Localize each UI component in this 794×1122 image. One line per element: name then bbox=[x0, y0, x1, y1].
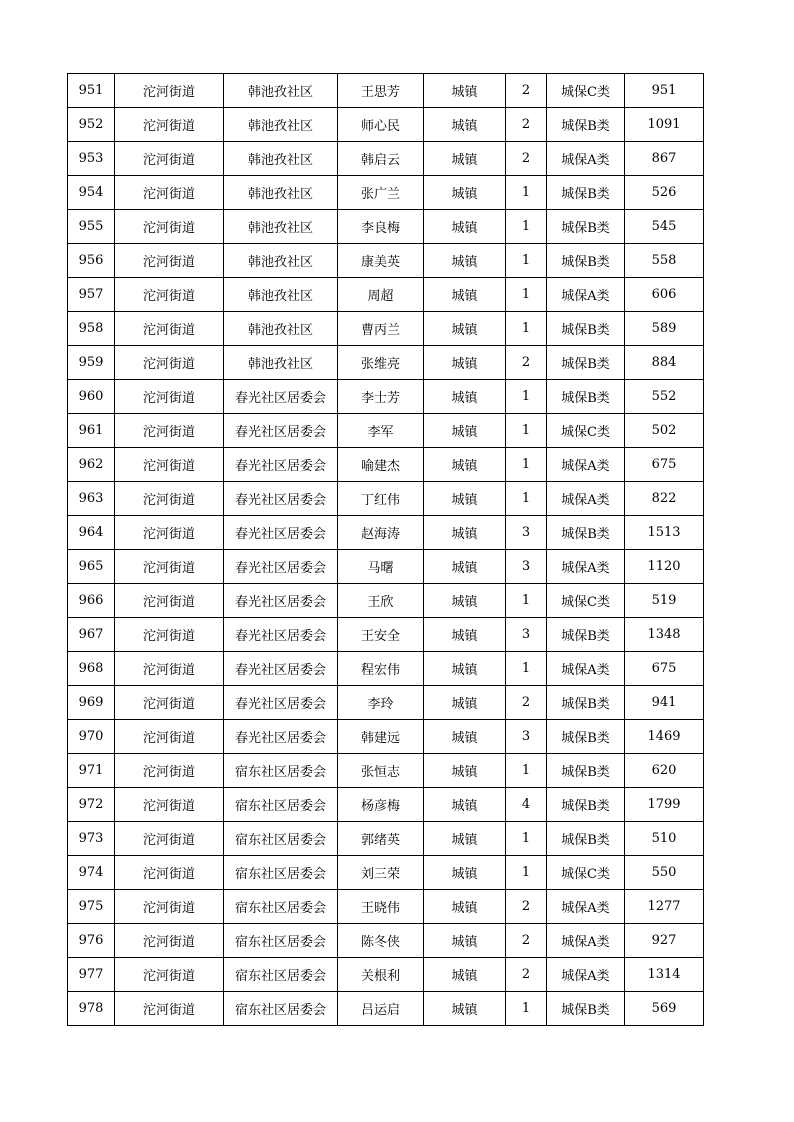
table-row bbox=[68, 482, 704, 516]
insurance-category-cell: 城保A类 bbox=[547, 278, 625, 312]
community-cell: 韩池孜社区 bbox=[224, 176, 338, 210]
insurance-category-cell: 城保B类 bbox=[547, 108, 625, 142]
table-row bbox=[68, 414, 704, 448]
insurance-category-cell: 城保B类 bbox=[547, 618, 625, 652]
insurance-category-cell: 城保C类 bbox=[547, 74, 625, 108]
name-cell: 杨彦梅 bbox=[338, 788, 424, 822]
name-cell: 张广兰 bbox=[338, 176, 424, 210]
subdistrict-cell: 沱河街道 bbox=[115, 176, 224, 210]
person-count-cell: 1 bbox=[506, 754, 547, 788]
community-cell: 宿东社区居委会 bbox=[224, 856, 338, 890]
row-number-cell: 973 bbox=[68, 822, 115, 856]
amount-cell: 545 bbox=[625, 210, 704, 244]
household-type-cell: 城镇 bbox=[424, 720, 506, 754]
subdistrict-cell: 沱河街道 bbox=[115, 278, 224, 312]
insurance-category-cell: 城保B类 bbox=[547, 992, 625, 1026]
household-type-cell: 城镇 bbox=[424, 992, 506, 1026]
data-table bbox=[67, 73, 704, 1026]
row-number-cell: 959 bbox=[68, 346, 115, 380]
subdistrict-cell: 沱河街道 bbox=[115, 686, 224, 720]
name-cell: 张维亮 bbox=[338, 346, 424, 380]
community-cell: 春光社区居委会 bbox=[224, 482, 338, 516]
community-cell: 韩池孜社区 bbox=[224, 244, 338, 278]
amount-cell: 606 bbox=[625, 278, 704, 312]
row-number-cell: 953 bbox=[68, 142, 115, 176]
person-count-cell: 1 bbox=[506, 244, 547, 278]
community-cell: 宿东社区居委会 bbox=[224, 754, 338, 788]
amount-cell: 526 bbox=[625, 176, 704, 210]
subdistrict-cell: 沱河街道 bbox=[115, 516, 224, 550]
person-count-cell: 1 bbox=[506, 414, 547, 448]
amount-cell: 1314 bbox=[625, 958, 704, 992]
subdistrict-cell: 沱河街道 bbox=[115, 720, 224, 754]
amount-cell: 550 bbox=[625, 856, 704, 890]
household-type-cell: 城镇 bbox=[424, 890, 506, 924]
insurance-category-cell: 城保C类 bbox=[547, 584, 625, 618]
table-row bbox=[68, 210, 704, 244]
community-cell: 韩池孜社区 bbox=[224, 346, 338, 380]
person-count-cell: 2 bbox=[506, 142, 547, 176]
household-type-cell: 城镇 bbox=[424, 482, 506, 516]
community-cell: 韩池孜社区 bbox=[224, 278, 338, 312]
name-cell: 喻建杰 bbox=[338, 448, 424, 482]
household-type-cell: 城镇 bbox=[424, 686, 506, 720]
insurance-category-cell: 城保B类 bbox=[547, 720, 625, 754]
household-type-cell: 城镇 bbox=[424, 958, 506, 992]
amount-cell: 941 bbox=[625, 686, 704, 720]
amount-cell: 927 bbox=[625, 924, 704, 958]
subdistrict-cell: 沱河街道 bbox=[115, 448, 224, 482]
insurance-category-cell: 城保B类 bbox=[547, 754, 625, 788]
insurance-category-cell: 城保B类 bbox=[547, 312, 625, 346]
table-row bbox=[68, 754, 704, 788]
name-cell: 王安全 bbox=[338, 618, 424, 652]
person-count-cell: 2 bbox=[506, 958, 547, 992]
amount-cell: 1120 bbox=[625, 550, 704, 584]
insurance-category-cell: 城保B类 bbox=[547, 686, 625, 720]
household-type-cell: 城镇 bbox=[424, 584, 506, 618]
row-number-cell: 968 bbox=[68, 652, 115, 686]
subdistrict-cell: 沱河街道 bbox=[115, 754, 224, 788]
person-count-cell: 3 bbox=[506, 720, 547, 754]
name-cell: 刘三荣 bbox=[338, 856, 424, 890]
person-count-cell: 2 bbox=[506, 346, 547, 380]
person-count-cell: 2 bbox=[506, 108, 547, 142]
name-cell: 王欣 bbox=[338, 584, 424, 618]
name-cell: 康美英 bbox=[338, 244, 424, 278]
table-body bbox=[68, 74, 704, 1026]
household-type-cell: 城镇 bbox=[424, 448, 506, 482]
person-count-cell: 1 bbox=[506, 210, 547, 244]
row-number-cell: 972 bbox=[68, 788, 115, 822]
amount-cell: 620 bbox=[625, 754, 704, 788]
table-row bbox=[68, 890, 704, 924]
community-cell: 春光社区居委会 bbox=[224, 516, 338, 550]
subdistrict-cell: 沱河街道 bbox=[115, 312, 224, 346]
table-row bbox=[68, 788, 704, 822]
name-cell: 赵海涛 bbox=[338, 516, 424, 550]
amount-cell: 867 bbox=[625, 142, 704, 176]
insurance-category-cell: 城保A类 bbox=[547, 550, 625, 584]
table-row bbox=[68, 176, 704, 210]
row-number-cell: 962 bbox=[68, 448, 115, 482]
row-number-cell: 977 bbox=[68, 958, 115, 992]
subdistrict-cell: 沱河街道 bbox=[115, 142, 224, 176]
row-number-cell: 963 bbox=[68, 482, 115, 516]
name-cell: 程宏伟 bbox=[338, 652, 424, 686]
person-count-cell: 1 bbox=[506, 448, 547, 482]
insurance-category-cell: 城保B类 bbox=[547, 244, 625, 278]
row-number-cell: 957 bbox=[68, 278, 115, 312]
amount-cell: 510 bbox=[625, 822, 704, 856]
name-cell: 李良梅 bbox=[338, 210, 424, 244]
table-row bbox=[68, 550, 704, 584]
community-cell: 宿东社区居委会 bbox=[224, 788, 338, 822]
household-type-cell: 城镇 bbox=[424, 312, 506, 346]
community-cell: 韩池孜社区 bbox=[224, 312, 338, 346]
table-row bbox=[68, 720, 704, 754]
amount-cell: 552 bbox=[625, 380, 704, 414]
amount-cell: 1348 bbox=[625, 618, 704, 652]
amount-cell: 1277 bbox=[625, 890, 704, 924]
household-type-cell: 城镇 bbox=[424, 346, 506, 380]
amount-cell: 558 bbox=[625, 244, 704, 278]
community-cell: 韩池孜社区 bbox=[224, 142, 338, 176]
insurance-category-cell: 城保B类 bbox=[547, 176, 625, 210]
amount-cell: 589 bbox=[625, 312, 704, 346]
table-row bbox=[68, 142, 704, 176]
person-count-cell: 1 bbox=[506, 380, 547, 414]
subdistrict-cell: 沱河街道 bbox=[115, 584, 224, 618]
household-type-cell: 城镇 bbox=[424, 210, 506, 244]
name-cell: 韩启云 bbox=[338, 142, 424, 176]
person-count-cell: 1 bbox=[506, 992, 547, 1026]
name-cell: 韩建远 bbox=[338, 720, 424, 754]
subdistrict-cell: 沱河街道 bbox=[115, 924, 224, 958]
subdistrict-cell: 沱河街道 bbox=[115, 550, 224, 584]
person-count-cell: 1 bbox=[506, 856, 547, 890]
row-number-cell: 978 bbox=[68, 992, 115, 1026]
table-row bbox=[68, 380, 704, 414]
name-cell: 马曙 bbox=[338, 550, 424, 584]
insurance-category-cell: 城保A类 bbox=[547, 448, 625, 482]
subdistrict-cell: 沱河街道 bbox=[115, 958, 224, 992]
person-count-cell: 2 bbox=[506, 74, 547, 108]
community-cell: 春光社区居委会 bbox=[224, 448, 338, 482]
row-number-cell: 951 bbox=[68, 74, 115, 108]
amount-cell: 1091 bbox=[625, 108, 704, 142]
insurance-category-cell: 城保A类 bbox=[547, 890, 625, 924]
table-row bbox=[68, 346, 704, 380]
subdistrict-cell: 沱河街道 bbox=[115, 788, 224, 822]
community-cell: 宿东社区居委会 bbox=[224, 890, 338, 924]
subdistrict-cell: 沱河街道 bbox=[115, 890, 224, 924]
subdistrict-cell: 沱河街道 bbox=[115, 74, 224, 108]
amount-cell: 1513 bbox=[625, 516, 704, 550]
amount-cell: 1469 bbox=[625, 720, 704, 754]
subdistrict-cell: 沱河街道 bbox=[115, 108, 224, 142]
household-type-cell: 城镇 bbox=[424, 278, 506, 312]
community-cell: 春光社区居委会 bbox=[224, 652, 338, 686]
amount-cell: 519 bbox=[625, 584, 704, 618]
insurance-category-cell: 城保A类 bbox=[547, 652, 625, 686]
subdistrict-cell: 沱河街道 bbox=[115, 380, 224, 414]
table-row bbox=[68, 108, 704, 142]
row-number-cell: 976 bbox=[68, 924, 115, 958]
amount-cell: 822 bbox=[625, 482, 704, 516]
subdistrict-cell: 沱河街道 bbox=[115, 482, 224, 516]
community-cell: 宿东社区居委会 bbox=[224, 958, 338, 992]
table-row bbox=[68, 584, 704, 618]
table-row bbox=[68, 822, 704, 856]
row-number-cell: 960 bbox=[68, 380, 115, 414]
insurance-category-cell: 城保C类 bbox=[547, 856, 625, 890]
household-type-cell: 城镇 bbox=[424, 380, 506, 414]
person-count-cell: 3 bbox=[506, 550, 547, 584]
person-count-cell: 1 bbox=[506, 176, 547, 210]
name-cell: 周超 bbox=[338, 278, 424, 312]
person-count-cell: 3 bbox=[506, 516, 547, 550]
table-row bbox=[68, 278, 704, 312]
amount-cell: 884 bbox=[625, 346, 704, 380]
community-cell: 春光社区居委会 bbox=[224, 380, 338, 414]
row-number-cell: 952 bbox=[68, 108, 115, 142]
name-cell: 师心民 bbox=[338, 108, 424, 142]
row-number-cell: 961 bbox=[68, 414, 115, 448]
row-number-cell: 954 bbox=[68, 176, 115, 210]
household-type-cell: 城镇 bbox=[424, 856, 506, 890]
table-row bbox=[68, 652, 704, 686]
community-cell: 宿东社区居委会 bbox=[224, 822, 338, 856]
row-number-cell: 967 bbox=[68, 618, 115, 652]
table-row bbox=[68, 992, 704, 1026]
row-number-cell: 969 bbox=[68, 686, 115, 720]
community-cell: 春光社区居委会 bbox=[224, 720, 338, 754]
amount-cell: 675 bbox=[625, 652, 704, 686]
table-row bbox=[68, 686, 704, 720]
community-cell: 韩池孜社区 bbox=[224, 108, 338, 142]
person-count-cell: 4 bbox=[506, 788, 547, 822]
name-cell: 王晓伟 bbox=[338, 890, 424, 924]
subdistrict-cell: 沱河街道 bbox=[115, 414, 224, 448]
name-cell: 吕运启 bbox=[338, 992, 424, 1026]
name-cell: 曹丙兰 bbox=[338, 312, 424, 346]
community-cell: 韩池孜社区 bbox=[224, 74, 338, 108]
person-count-cell: 2 bbox=[506, 890, 547, 924]
household-type-cell: 城镇 bbox=[424, 74, 506, 108]
name-cell: 王思芳 bbox=[338, 74, 424, 108]
row-number-cell: 956 bbox=[68, 244, 115, 278]
subdistrict-cell: 沱河街道 bbox=[115, 652, 224, 686]
row-number-cell: 970 bbox=[68, 720, 115, 754]
insurance-category-cell: 城保A类 bbox=[547, 482, 625, 516]
household-type-cell: 城镇 bbox=[424, 618, 506, 652]
subdistrict-cell: 沱河街道 bbox=[115, 822, 224, 856]
person-count-cell: 2 bbox=[506, 924, 547, 958]
name-cell: 关根利 bbox=[338, 958, 424, 992]
amount-cell: 1799 bbox=[625, 788, 704, 822]
row-number-cell: 965 bbox=[68, 550, 115, 584]
subdistrict-cell: 沱河街道 bbox=[115, 992, 224, 1026]
table-row bbox=[68, 448, 704, 482]
community-cell: 春光社区居委会 bbox=[224, 584, 338, 618]
insurance-category-cell: 城保A类 bbox=[547, 142, 625, 176]
amount-cell: 502 bbox=[625, 414, 704, 448]
table-row bbox=[68, 312, 704, 346]
row-number-cell: 975 bbox=[68, 890, 115, 924]
person-count-cell: 1 bbox=[506, 584, 547, 618]
name-cell: 李玲 bbox=[338, 686, 424, 720]
household-type-cell: 城镇 bbox=[424, 822, 506, 856]
insurance-category-cell: 城保A类 bbox=[547, 958, 625, 992]
amount-cell: 951 bbox=[625, 74, 704, 108]
name-cell: 陈冬侠 bbox=[338, 924, 424, 958]
insurance-category-cell: 城保C类 bbox=[547, 414, 625, 448]
household-type-cell: 城镇 bbox=[424, 142, 506, 176]
subdistrict-cell: 沱河街道 bbox=[115, 346, 224, 380]
table-row bbox=[68, 516, 704, 550]
person-count-cell: 2 bbox=[506, 686, 547, 720]
table-row bbox=[68, 924, 704, 958]
insurance-category-cell: 城保A类 bbox=[547, 924, 625, 958]
person-count-cell: 1 bbox=[506, 482, 547, 516]
person-count-cell: 1 bbox=[506, 822, 547, 856]
table-row bbox=[68, 618, 704, 652]
household-type-cell: 城镇 bbox=[424, 414, 506, 448]
community-cell: 宿东社区居委会 bbox=[224, 992, 338, 1026]
subdistrict-cell: 沱河街道 bbox=[115, 856, 224, 890]
community-cell: 宿东社区居委会 bbox=[224, 924, 338, 958]
person-count-cell: 1 bbox=[506, 652, 547, 686]
household-type-cell: 城镇 bbox=[424, 516, 506, 550]
community-cell: 春光社区居委会 bbox=[224, 686, 338, 720]
table-row bbox=[68, 958, 704, 992]
community-cell: 韩池孜社区 bbox=[224, 210, 338, 244]
person-count-cell: 1 bbox=[506, 278, 547, 312]
row-number-cell: 955 bbox=[68, 210, 115, 244]
name-cell: 郭绪英 bbox=[338, 822, 424, 856]
household-type-cell: 城镇 bbox=[424, 652, 506, 686]
table-row bbox=[68, 856, 704, 890]
row-number-cell: 966 bbox=[68, 584, 115, 618]
row-number-cell: 958 bbox=[68, 312, 115, 346]
amount-cell: 569 bbox=[625, 992, 704, 1026]
insurance-category-cell: 城保B类 bbox=[547, 346, 625, 380]
subdistrict-cell: 沱河街道 bbox=[115, 210, 224, 244]
row-number-cell: 964 bbox=[68, 516, 115, 550]
household-type-cell: 城镇 bbox=[424, 550, 506, 584]
insurance-category-cell: 城保B类 bbox=[547, 788, 625, 822]
amount-cell: 675 bbox=[625, 448, 704, 482]
person-count-cell: 3 bbox=[506, 618, 547, 652]
row-number-cell: 971 bbox=[68, 754, 115, 788]
household-type-cell: 城镇 bbox=[424, 754, 506, 788]
table-row bbox=[68, 74, 704, 108]
name-cell: 李军 bbox=[338, 414, 424, 448]
name-cell: 李士芳 bbox=[338, 380, 424, 414]
household-type-cell: 城镇 bbox=[424, 924, 506, 958]
name-cell: 丁红伟 bbox=[338, 482, 424, 516]
subdistrict-cell: 沱河街道 bbox=[115, 618, 224, 652]
community-cell: 春光社区居委会 bbox=[224, 550, 338, 584]
document-page bbox=[67, 73, 703, 1026]
household-type-cell: 城镇 bbox=[424, 244, 506, 278]
household-type-cell: 城镇 bbox=[424, 176, 506, 210]
community-cell: 春光社区居委会 bbox=[224, 414, 338, 448]
insurance-category-cell: 城保B类 bbox=[547, 822, 625, 856]
name-cell: 张恒志 bbox=[338, 754, 424, 788]
insurance-category-cell: 城保B类 bbox=[547, 516, 625, 550]
insurance-category-cell: 城保B类 bbox=[547, 380, 625, 414]
community-cell: 春光社区居委会 bbox=[224, 618, 338, 652]
household-type-cell: 城镇 bbox=[424, 788, 506, 822]
row-number-cell: 974 bbox=[68, 856, 115, 890]
insurance-category-cell: 城保B类 bbox=[547, 210, 625, 244]
table-row bbox=[68, 244, 704, 278]
household-type-cell: 城镇 bbox=[424, 108, 506, 142]
person-count-cell: 1 bbox=[506, 312, 547, 346]
subdistrict-cell: 沱河街道 bbox=[115, 244, 224, 278]
